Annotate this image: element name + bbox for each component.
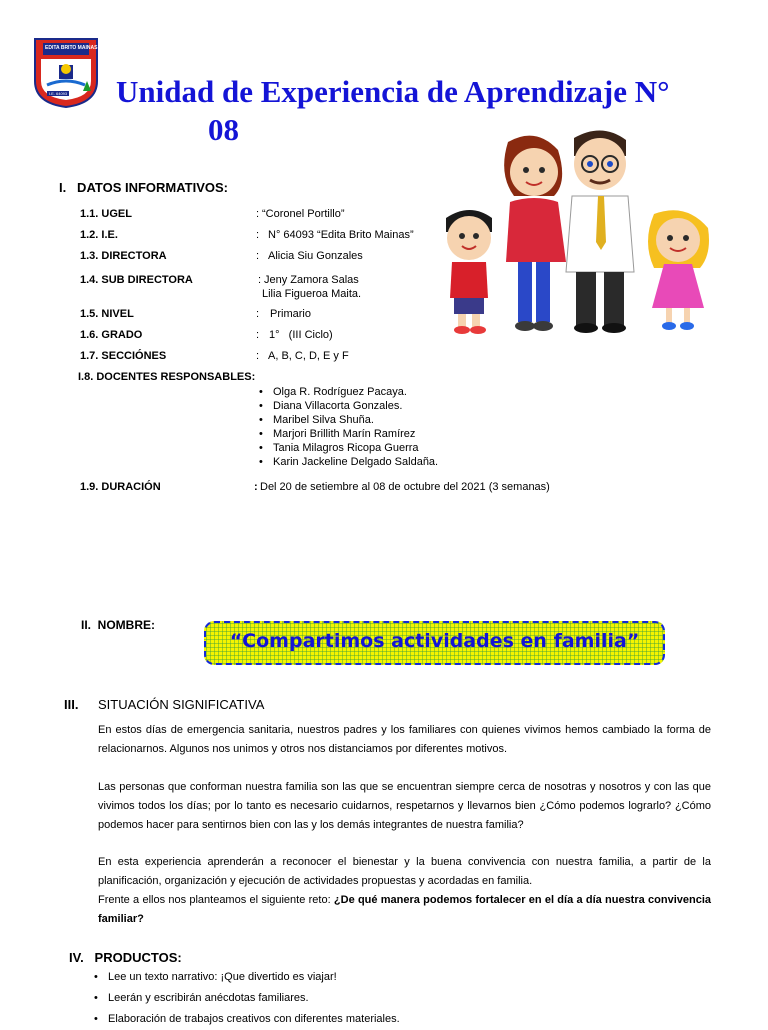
logo-bottom-text: I.E. 64093 — [48, 91, 68, 96]
situacion-paragraph-1: En estos días de emergencia sanitaria, nuestros padres y los familiares con quienes vivimos hemos cambiado la forma de relacionarnos. Algunos nos unimos y otros nos distanciamos por diferentes motivos. — [98, 724, 711, 755]
unit-name-box — [204, 621, 665, 665]
list-item: • Lee un texto narrativo: ¡Que divertido es viajar! — [94, 967, 400, 988]
duracion-sep: : — [254, 481, 258, 493]
duracion-label: 1.9. DURACIÓN — [80, 481, 161, 493]
section-datos-heading: I. DATOS INFORMATIVOS: — [59, 180, 228, 195]
list-item: • Elaboración de trabajos creativos con diferentes materiales. — [94, 1009, 400, 1030]
section-nombre-heading: II. NOMBRE: — [81, 618, 155, 632]
reto-question: ¿De qué manera podemos fortalecer en el día a día nuestra convivencia familiar? — [98, 894, 711, 925]
list-item: • Tania Milagros Ricopa Guerra — [259, 441, 438, 455]
section-productos-heading: IV. PRODUCTOS: — [69, 950, 182, 965]
row-directora-value: Alicia Siu Gonzales — [268, 250, 363, 262]
row-grado-sep: : — [256, 329, 260, 341]
row-ie-value: N° 64093 “Edita Brito Mainas” — [268, 229, 414, 241]
row-subdirectora-label: 1.4. SUB DIRECTORA — [80, 274, 193, 286]
mother-figure — [504, 136, 566, 331]
list-item: • Maribel Silva Shuña. — [259, 413, 438, 427]
row-nivel-sep: : — [256, 308, 260, 320]
list-item: • Leerán y escribirán anécdotas familiares. — [94, 988, 400, 1009]
row-directora-label: 1.3. DIRECTORA — [80, 250, 167, 262]
row-secciones-value: A, B, C, D, E y F — [268, 350, 349, 362]
row-nivel-label: 1.5. NIVEL — [80, 308, 134, 320]
row-subdirectora-sep: : — [258, 274, 262, 286]
boy-figure — [446, 210, 492, 334]
list-item: • Marjori Brillith Marín Ramírez — [259, 427, 438, 441]
row-grado-label: 1.6. GRADO — [80, 329, 143, 341]
row-subdirectora-value-2: Lilia Figueroa Maita. — [262, 288, 362, 300]
row-nivel-value: Primario — [270, 308, 311, 320]
family-illustration — [422, 122, 714, 338]
row-ie-label: 1.2. I.E. — [80, 229, 118, 241]
logo-top-text: EDITA BRITO MAINAS — [45, 45, 98, 51]
page-title-number: 08 — [208, 112, 239, 147]
row-ie-sep: : — [256, 229, 260, 241]
unit-name: “Compartimos actividades en familia” — [229, 630, 640, 652]
father-figure — [566, 130, 634, 333]
row-secciones-label: 1.7. SECCIÓNES — [80, 350, 167, 362]
girl-figure — [648, 210, 709, 330]
situacion-paragraph-2: Las personas que conforman nuestra familia son las que se encuentran siempre cerca de nosotras y nosotros y con las que vivimos todos los días; por lo tanto es necesario cuidarnos, respetarnos y llevarnos bien ¿Cómo podemos lograrlo? ¿Cómo podemos hacer para sentirnos bien con las y los demás integrantes de nuestra familia? — [98, 781, 711, 831]
list-item: • Karin Jackeline Delgado Saldaña. — [259, 455, 438, 469]
reto-intro: Frente a ellos nos planteamos el siguiente reto: — [98, 894, 334, 906]
row-ugel-label: 1.1. UGEL — [80, 208, 132, 220]
productos-list — [94, 967, 400, 1030]
situacion-paragraph-3: En esta experiencia aprenderán a reconocer el bienestar y la buena convivencia con nuestra familia, a partir de la planificación, organización y ejecución de actividades propuestas y acordadas en familia. — [98, 856, 711, 887]
list-item: • Diana Villacorta Gonzales. — [259, 399, 438, 413]
duracion-value: Del 20 de setiembre al 08 de octubre del 2021 (3 semanas) — [260, 481, 550, 493]
row-directora-sep: : — [256, 250, 260, 262]
row-secciones-sep: : — [256, 350, 260, 362]
row-subdirectora-value: Jeny Zamora Salas — [264, 274, 359, 286]
docentes-list — [259, 385, 438, 469]
row-grado-value: 1° (III Ciclo) — [269, 329, 333, 341]
school-logo — [33, 37, 99, 109]
page-title: Unidad de Experiencia de Aprendizaje N° — [116, 74, 670, 109]
row-ugel-sep: : — [256, 208, 260, 220]
list-item: • Olga R. Rodríguez Pacaya. — [259, 385, 438, 399]
section-situacion-number: III. — [64, 697, 79, 712]
situacion-paragraph-4 — [98, 891, 711, 929]
section-situacion-heading: SITUACIÓN SIGNIFICATIVA — [98, 697, 265, 712]
docentes-label: I.8. DOCENTES RESPONSABLES: — [78, 371, 256, 383]
row-ugel-value: “Coronel Portillo” — [262, 208, 345, 220]
